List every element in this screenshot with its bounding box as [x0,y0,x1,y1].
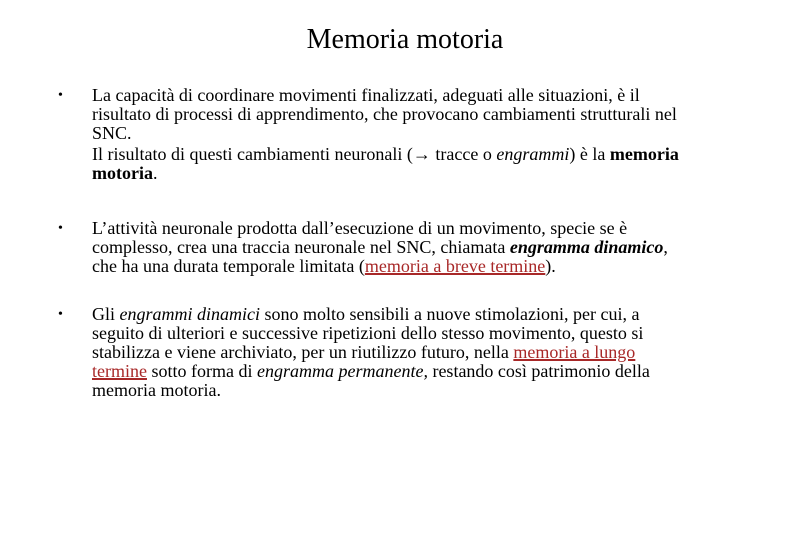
bullet-dot: • [58,88,63,103]
text-line: Il risultato di questi cambiamenti neuronali (→ tracce o engrammi) è la memoria [92,144,679,164]
text-line: Gli engrammi dinamici sono molto sensibili a nuove stimolazioni, per cui, a [92,304,640,324]
text-line: complesso, crea una traccia neuronale nel SNC, chiamata engramma dinamico, [92,237,668,257]
bullet-text-2 [92,219,752,276]
term-motoria-bold: motoria [92,163,153,183]
bullet-text-1 [92,86,752,183]
text-line: L’attività neuronale prodotta dall’esecuzione di un movimento, specie se è [92,218,628,238]
link-memoria-lungo-termine-cont[interactable]: termine [92,361,147,381]
link-memoria-breve-termine[interactable]: memoria a breve termine [364,256,546,276]
text-line: che ha una durata temporale limitata (memoria a breve termine). [92,256,556,276]
text-line: SNC. [92,123,132,143]
text-line: risultato di processi di apprendimento, che provocano cambiamenti strutturali nel [92,104,677,124]
term-engrammi-dinamici: engrammi dinamici [119,304,260,324]
bullet-dot: • [58,307,63,322]
bullet-dot: • [58,221,63,236]
text-line: seguito di ulteriori e successive ripetizioni dello stesso movimento, questo si [92,323,644,343]
term-engrammi: engrammi [496,144,570,164]
term-memoria-bold: memoria [609,144,679,164]
bullet-text-3 [92,305,752,400]
text-line: La capacità di coordinare movimenti finalizzati, adeguati alle situazioni, è il [92,85,640,105]
text-line: memoria motoria. [92,380,221,400]
text-line: termine sotto forma di engramma permanente, restando così patrimonio della [92,361,650,381]
slide-title: Memoria motoria [306,24,504,55]
link-memoria-lungo-termine[interactable]: memoria a lungo [513,342,636,362]
term-engramma-dinamico: engramma dinamico [509,237,664,257]
text-line: stabilizza e viene archiviato, per un riutilizzo futuro, nella memoria a lungo [92,342,636,362]
text-line: motoria. [92,163,158,183]
term-engramma-permanente: engramma permanente, [256,361,428,381]
